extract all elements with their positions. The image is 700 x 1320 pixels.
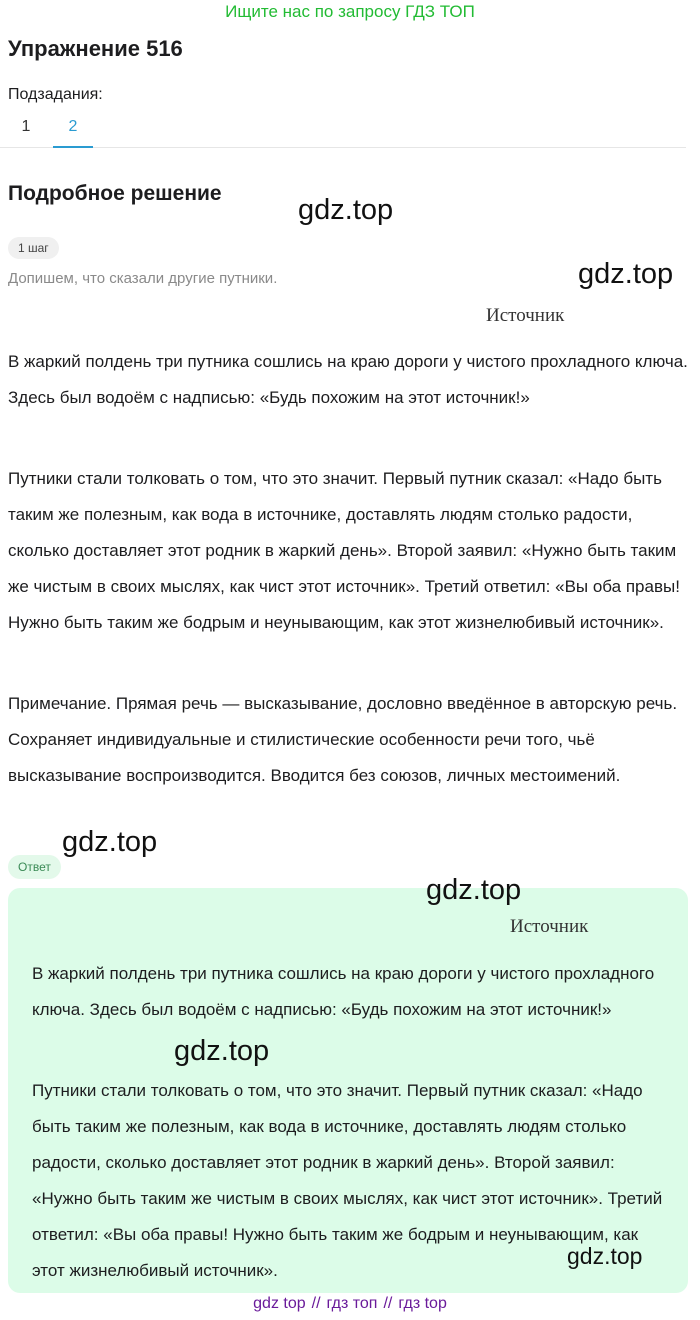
exercise-title: Упражнение 516: [8, 36, 183, 61]
tab-subtask-2[interactable]: 2: [53, 116, 93, 148]
tab-subtask-1[interactable]: 1: [21, 118, 31, 135]
answer-text-title: Источник: [510, 916, 589, 937]
answer-paragraph: В жаркий полдень три путника сошлись на краю дороги у чистого прохладного ключа. Здесь был водоём с надписью: «Будь похожим на этот источник!»: [32, 964, 655, 1019]
watermark: gdz.top: [174, 1035, 270, 1067]
watermark: gdz.top: [578, 258, 674, 290]
solution-paragraph: В жаркий полдень три путника сошлись на краю дороги у чистого прохладного ключа. Здесь был водоём с надписью: «Будь похожим на этот источник!»: [8, 352, 688, 407]
footer-separator: //: [383, 1295, 393, 1312]
footer-link-gdz-top[interactable]: gdz top: [253, 1295, 306, 1312]
subtask-tabs: [0, 112, 686, 148]
footer-link-gdz-top-ru[interactable]: гдз топ: [326, 1295, 378, 1312]
answer-badge: Ответ: [8, 855, 61, 879]
watermark: gdz.top: [426, 874, 522, 906]
answer-paragraph: Путники стали толковать о том, что это значит. Первый путник сказал: «Надо быть таким же полезным, как вода в источнике, доставлять людям столько радости, сколько доставляет этот родник в жаркий день». Второй заявил: «Нужно быть таким же чистым в своих мыслях, как чист этот источник». Третий ответил: «Вы оба правы! Нужно быть таким же бодрым и неунывающим, как этот жизнелюбивый источник».: [32, 1081, 663, 1280]
watermark: gdz.top: [567, 1243, 643, 1269]
note-paragraph: Примечание. Прямая речь — высказывание, дословно введённое в авторскую речь. Сохраняет индивидуальные и стилистические особенности речи того, чьё высказывание воспроизводится. Вводится без союзов, личных местоимений.: [8, 694, 678, 785]
text-title: Источник: [486, 305, 565, 326]
subtasks-label: Подзадания:: [8, 86, 103, 103]
watermark: gdz.top: [62, 826, 158, 858]
step-badge: 1 шаг: [8, 237, 59, 259]
solution-title: Подробное решение: [8, 182, 222, 205]
search-banner: Ищите нас по запросу ГДЗ ТОП: [225, 2, 475, 21]
step-intro: Допишем, что сказали другие путники.: [8, 270, 278, 287]
footer-links: [0, 1295, 700, 1313]
watermark: gdz.top: [298, 194, 394, 226]
solution-paragraph: Путники стали толковать о том, что это значит. Первый путник сказал: «Надо быть таким же полезным, как вода в источнике, доставлять людям столько радости, сколько доставляет этот родник в жаркий день». Второй заявил: «Нужно быть таким же чистым в своих мыслях, как чист этот источник». Третий ответил: «Вы оба правы! Нужно быть таким же бодрым и неунывающим, как этот жизнелюбивый источник».: [8, 469, 680, 632]
footer-link-gdz-top-mixed[interactable]: гдз top: [398, 1295, 447, 1312]
answer-box: [8, 888, 688, 1293]
footer-separator: //: [311, 1295, 321, 1312]
